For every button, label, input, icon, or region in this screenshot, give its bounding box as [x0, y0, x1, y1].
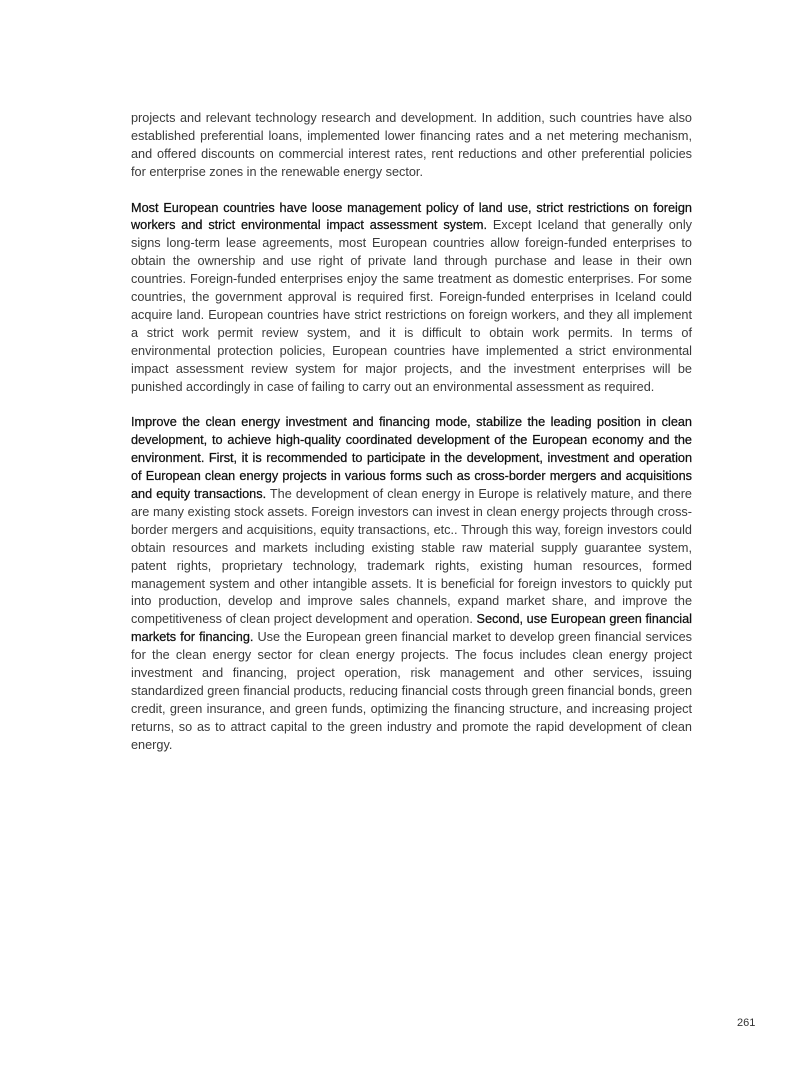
- page-number: 261: [737, 1017, 756, 1029]
- paragraph-body-second: Use the European green financial market to develop green financial services for the clean energy sector for clean energy projects. The focus includes clean energy project investment and financing, project operation, risk management and other services, issuing standardized green financial products, reducing financial costs through green financial bonds, green credit, green insurance, and green funds, optimizing the financing structure, and increasing project returns, so as to attract capital to the green industry and promote the rapid development of clean energy.: [131, 630, 692, 752]
- paragraph-land-use-policy: [131, 200, 692, 397]
- paragraph-investment-mode: [131, 414, 692, 754]
- paragraph-lead: Most European countries have loose management policy of land use, strict restrictions on foreign workers and strict environmental impact assessment system.: [131, 200, 692, 233]
- paragraph-body: The development of clean energy in Europe is relatively mature, and there are many existing stock assets. Foreign investors can invest in clean energy projects through cross-border mergers and acquisitions, equity transactions, etc.. Through this way, foreign investors could obtain resources and markets including existing stable raw material supply guarantee system, patent rights, proprietary technology, trademark rights, existing human resources, formed management system and other intangible assets. It is beneficial for foreign investors to quickly put into production, develop and improve sales channels, expand market share, and improve the competitiveness of clean project development and operation.: [131, 487, 692, 627]
- document-body: [131, 110, 692, 772]
- paragraph-lead: Improve the clean energy investment and financing mode, stabilize the leading position in clean development, to achieve high-quality coordinated development of the European economy and the environment. First, it is recommended to participate in the development, investment and operation of European clean energy projects in various forms such as cross-border mergers and acquisitions and equity transactions.: [131, 415, 692, 501]
- paragraph-body: Except Iceland that generally only signs long-term lease agreements, most European countries allow foreign-funded enterprises to obtain the ownership and use right of private land through purchase and lease in their own countries. Foreign-funded enterprises enjoy the same treatment as domestic enterprises. For some countries, the government approval is required first. Foreign-funded enterprises in Iceland could acquire land. European countries have strict restrictions on foreign workers, and they all implement a strict work permit review system, and it is difficult to obtain work permits. In terms of environmental protection policies, European countries have implemented a strict environmental impact assessment review system for major projects, and the investment enterprises will be punished accordingly in case of failing to carry out an environmental assessment as required.: [131, 218, 692, 394]
- paragraph-financing-policies: [131, 110, 692, 182]
- paragraph-body: projects and relevant technology research and development. In addition, such countries have also established preferential loans, implemented lower financing rates and a net metering mechanism, and offered discounts on commercial interest rates, rent reductions and other preferential policies for enterprise zones in the renewable energy sector.: [131, 111, 692, 179]
- paragraph-lead-second: Second, use European green financial markets for financing.: [131, 612, 693, 645]
